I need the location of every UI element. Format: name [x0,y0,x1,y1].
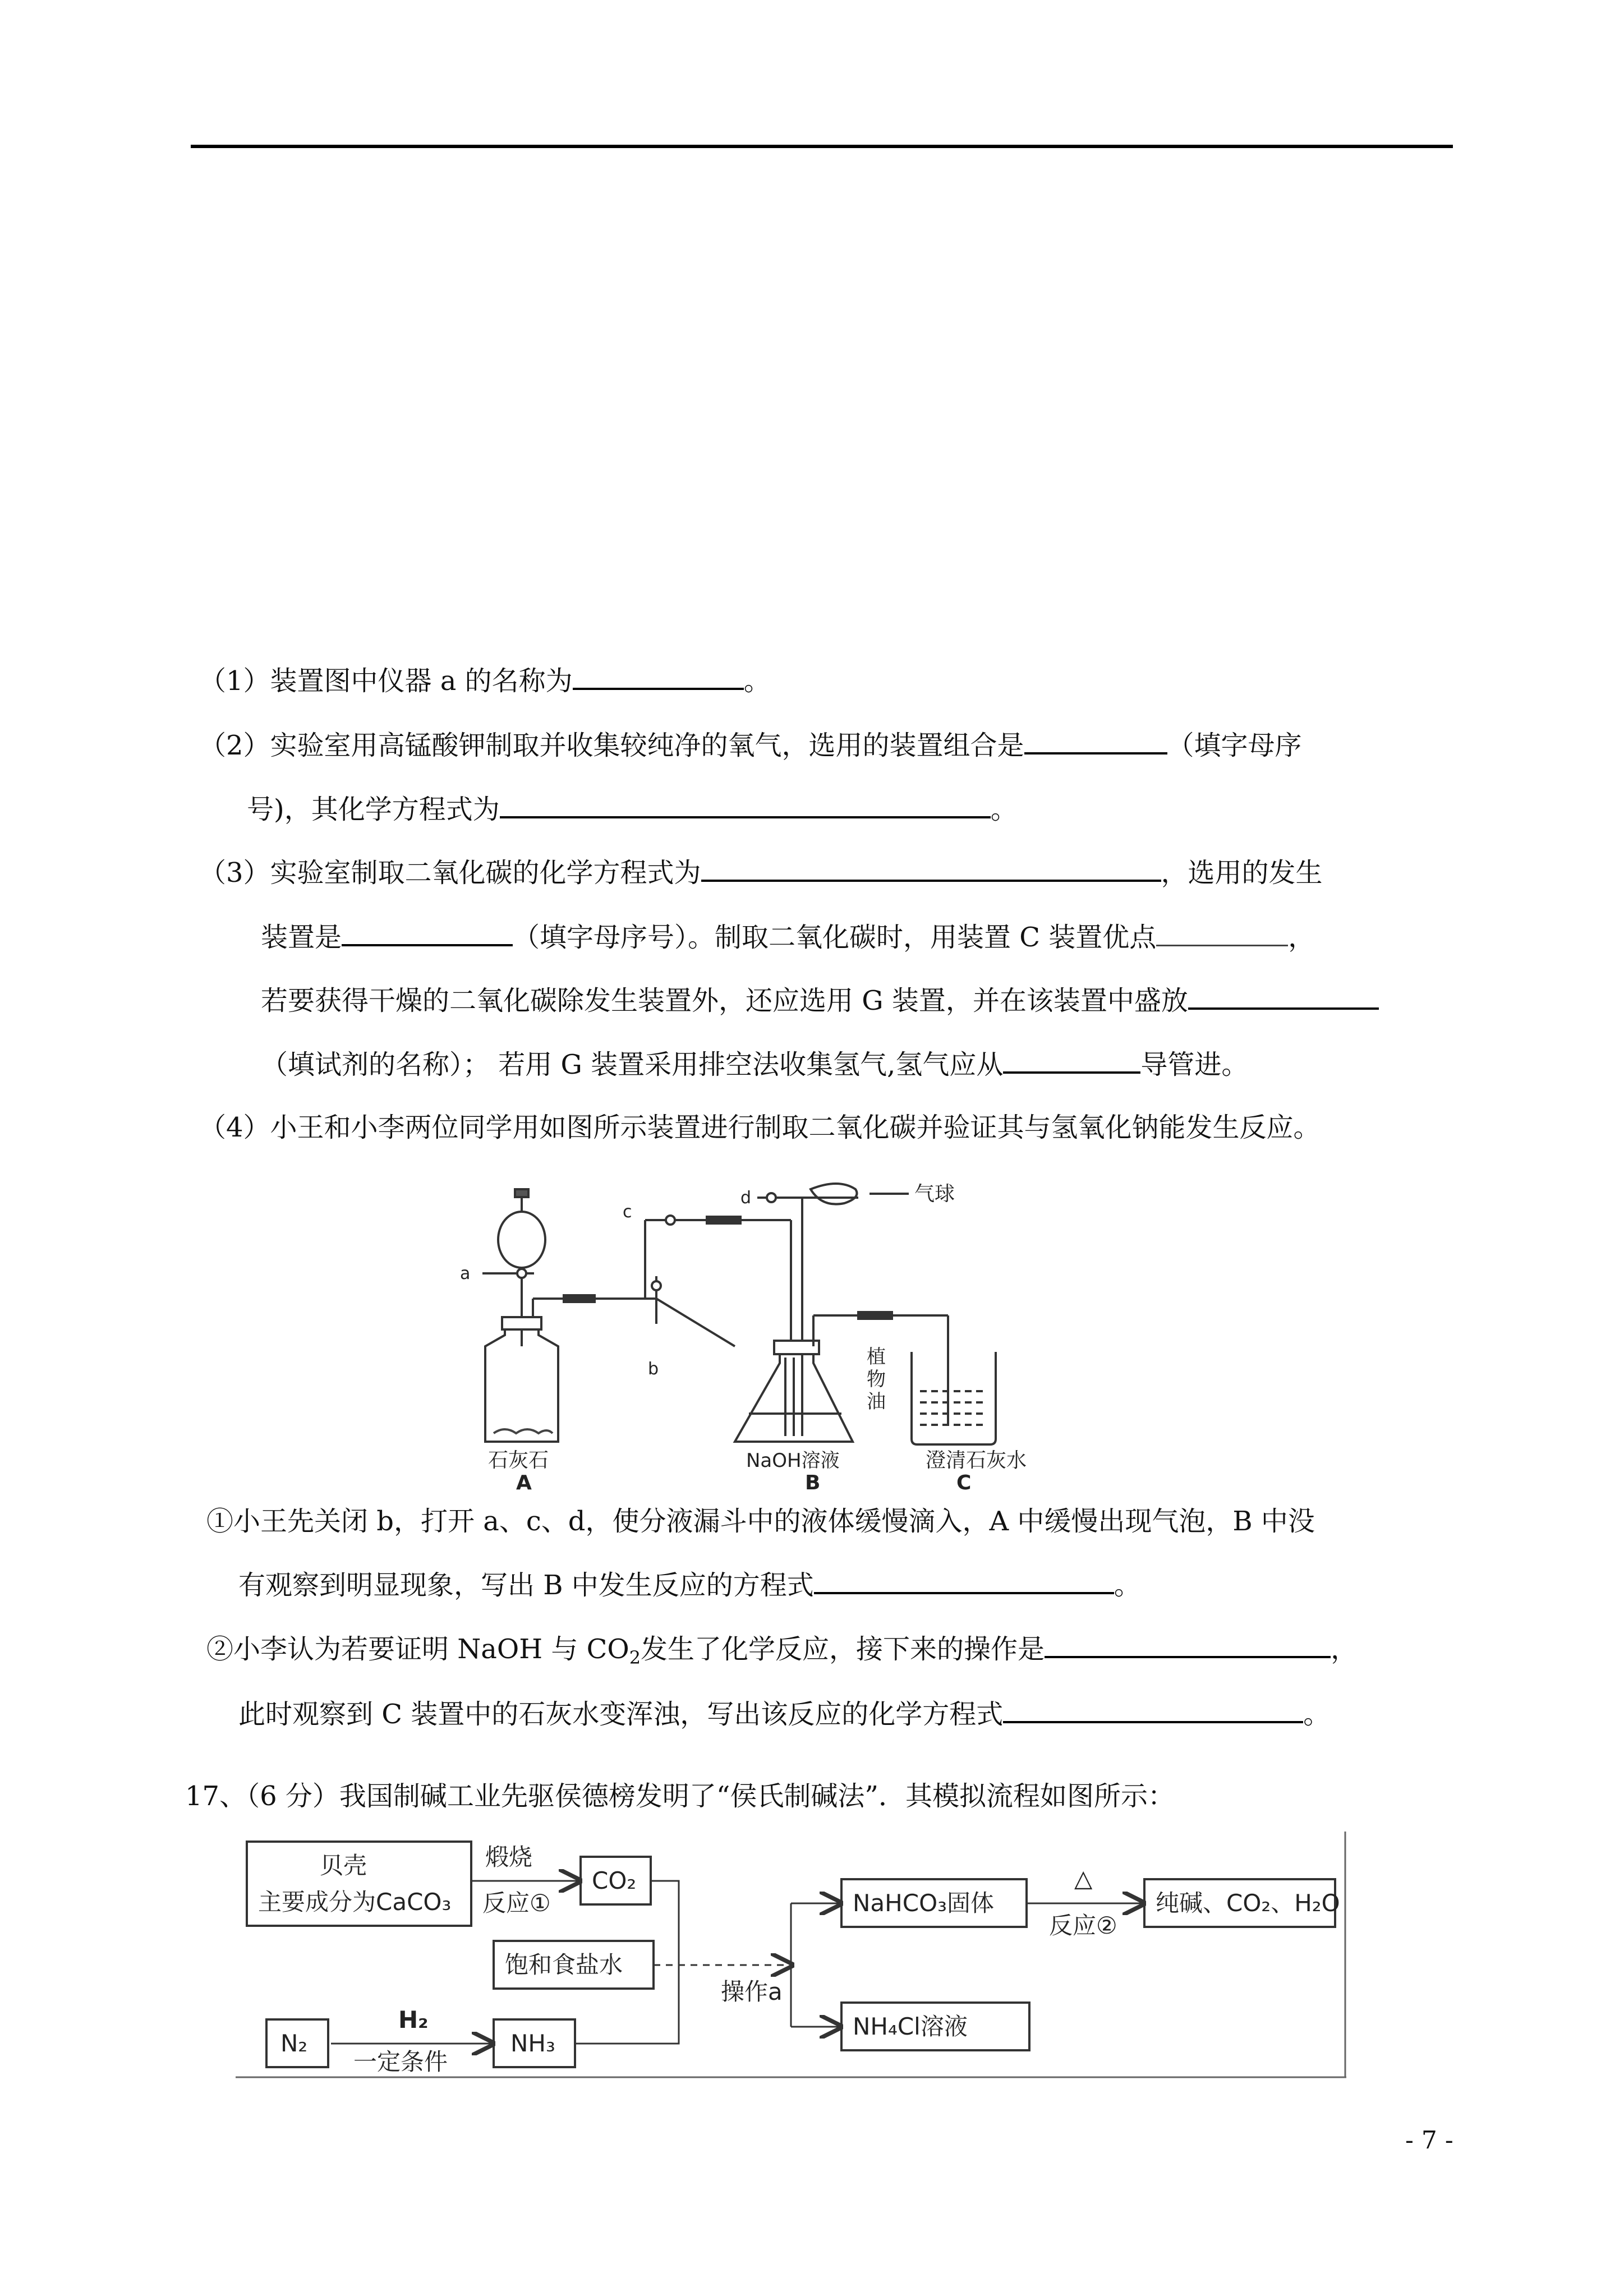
content-c: 澄清石灰水 [926,1449,1027,1472]
nh3-label: NH₃ [510,2030,555,2057]
question-4-intro: （4）小王和小李两位同学用如图所示装置进行制取二氧化碳并验证其与氢氧化钠能发生反应。 [199,1112,1321,1143]
question-1: （1）装置图中仪器 a 的名称为 。 [199,662,771,699]
question-2-line-1: （2）实验室用高锰酸钾制取并收集较纯净的氧气，选用的装置组合是 （填字母序 [199,726,1302,763]
oil-label: 油 [867,1391,886,1413]
oil-label: 物 [867,1368,886,1391]
question-3-line-2: 装置是 （填字母序号）。制取二氧化碳时，用装置 C 装置优点 ， [261,918,1315,955]
question-4-s2-line-2: 此时观察到 C 装置中的石灰水变浑浊，写出该反应的化学方程式 。 [238,1695,1330,1732]
question-3-line-1: （3）实验室制取二氧化碳的化学方程式为 ，选用的发生 [199,854,1323,891]
operation-a-label: 操作a [721,1978,783,2005]
balloon [811,1184,857,1204]
calcine-label: 煅烧 [485,1843,533,1871]
answer-blank[interactable] [500,790,991,818]
answer-blank[interactable] [1003,1695,1303,1723]
question-2-line-2: 号)，其化学方程式为 。 [247,790,1018,827]
answer-blank[interactable] [1188,982,1379,1010]
oil-label: 植 [867,1346,886,1368]
question-17: 17、（6 分）我国制碱工业先驱侯德榜发明了“侯氏制碱法”．其模拟流程如图所示： [185,1780,1175,1812]
answer-blank[interactable] [814,1566,1114,1594]
answer-blank[interactable] [342,918,513,946]
content-a: 石灰石 [488,1449,549,1472]
co2-label: CO₂ [592,1867,637,1894]
content-b: NaOH溶液 [746,1450,840,1472]
products-label: 纯碱、CO₂、H₂O [1156,1889,1340,1917]
apparatus-letter-a: A [516,1471,532,1494]
separatory-funnel [498,1212,545,1268]
question-4-s1-line-2: 有观察到明显现象，写出 B 中发生反应的方程式 。 [238,1566,1141,1603]
label-c: c [623,1202,632,1222]
label-b: b [648,1359,659,1379]
answer-blank[interactable] [573,662,744,690]
reaction-1-label: 反应① [482,1889,551,1917]
question-4-s2-line-1: ②小李认为若要证明 NaOH 与 $CO_2$发生了化学反应，接下来的操作是 ， [206,1630,1358,1676]
question-3-line-3: 若要获得干燥的二氧化碳除发生装置外，还应选用 G 装置，并在该装置中盛放 [261,982,1379,1019]
shell-composition: 主要成分为CaCO₃ [258,1888,452,1916]
apparatus-figure [443,1178,1027,1494]
page-number: - 7 - [1405,2126,1453,2155]
answer-blank[interactable] [1045,1630,1331,1658]
header-rule [191,145,1453,148]
answer-blank[interactable] [1003,1046,1140,1074]
delta-label: △ [1074,1865,1093,1892]
nahco3-label: NaHCO₃固体 [853,1889,994,1917]
apparatus-letter-b: B [805,1471,821,1494]
condition-label: 一定条件 [353,2048,448,2076]
label-d: d [740,1188,752,1208]
answer-blank[interactable] [1024,726,1167,754]
answer-blank[interactable] [1156,919,1288,946]
question-3-line-4: （填试剂的名称）； 若用 G 装置采用排空法收集氢气,氢气应从 导管进。 [261,1046,1248,1083]
apparatus-letter-c: C [956,1471,972,1494]
question-4-s1-line-1: ①小王先关闭 b，打开 a、c、d，使分液漏斗中的液体缓慢滴入，A 中缓慢出现气泡，B 中没 [206,1506,1315,1537]
beaker-c [912,1352,996,1444]
balloon-label: 气球 [914,1182,955,1205]
nh4cl-label: NH₄Cl溶液 [853,2013,968,2040]
reaction-2-label: 反应② [1049,1912,1117,1939]
label-a: a [460,1264,471,1283]
brine-label: 饱和食盐水 [505,1951,623,1978]
n2-label: N₂ [280,2030,308,2057]
answer-blank[interactable] [701,854,1161,882]
flow-diagram [236,1832,1346,2078]
shell-label: 贝壳 [320,1852,367,1879]
h2-label: H₂ [398,2006,429,2033]
